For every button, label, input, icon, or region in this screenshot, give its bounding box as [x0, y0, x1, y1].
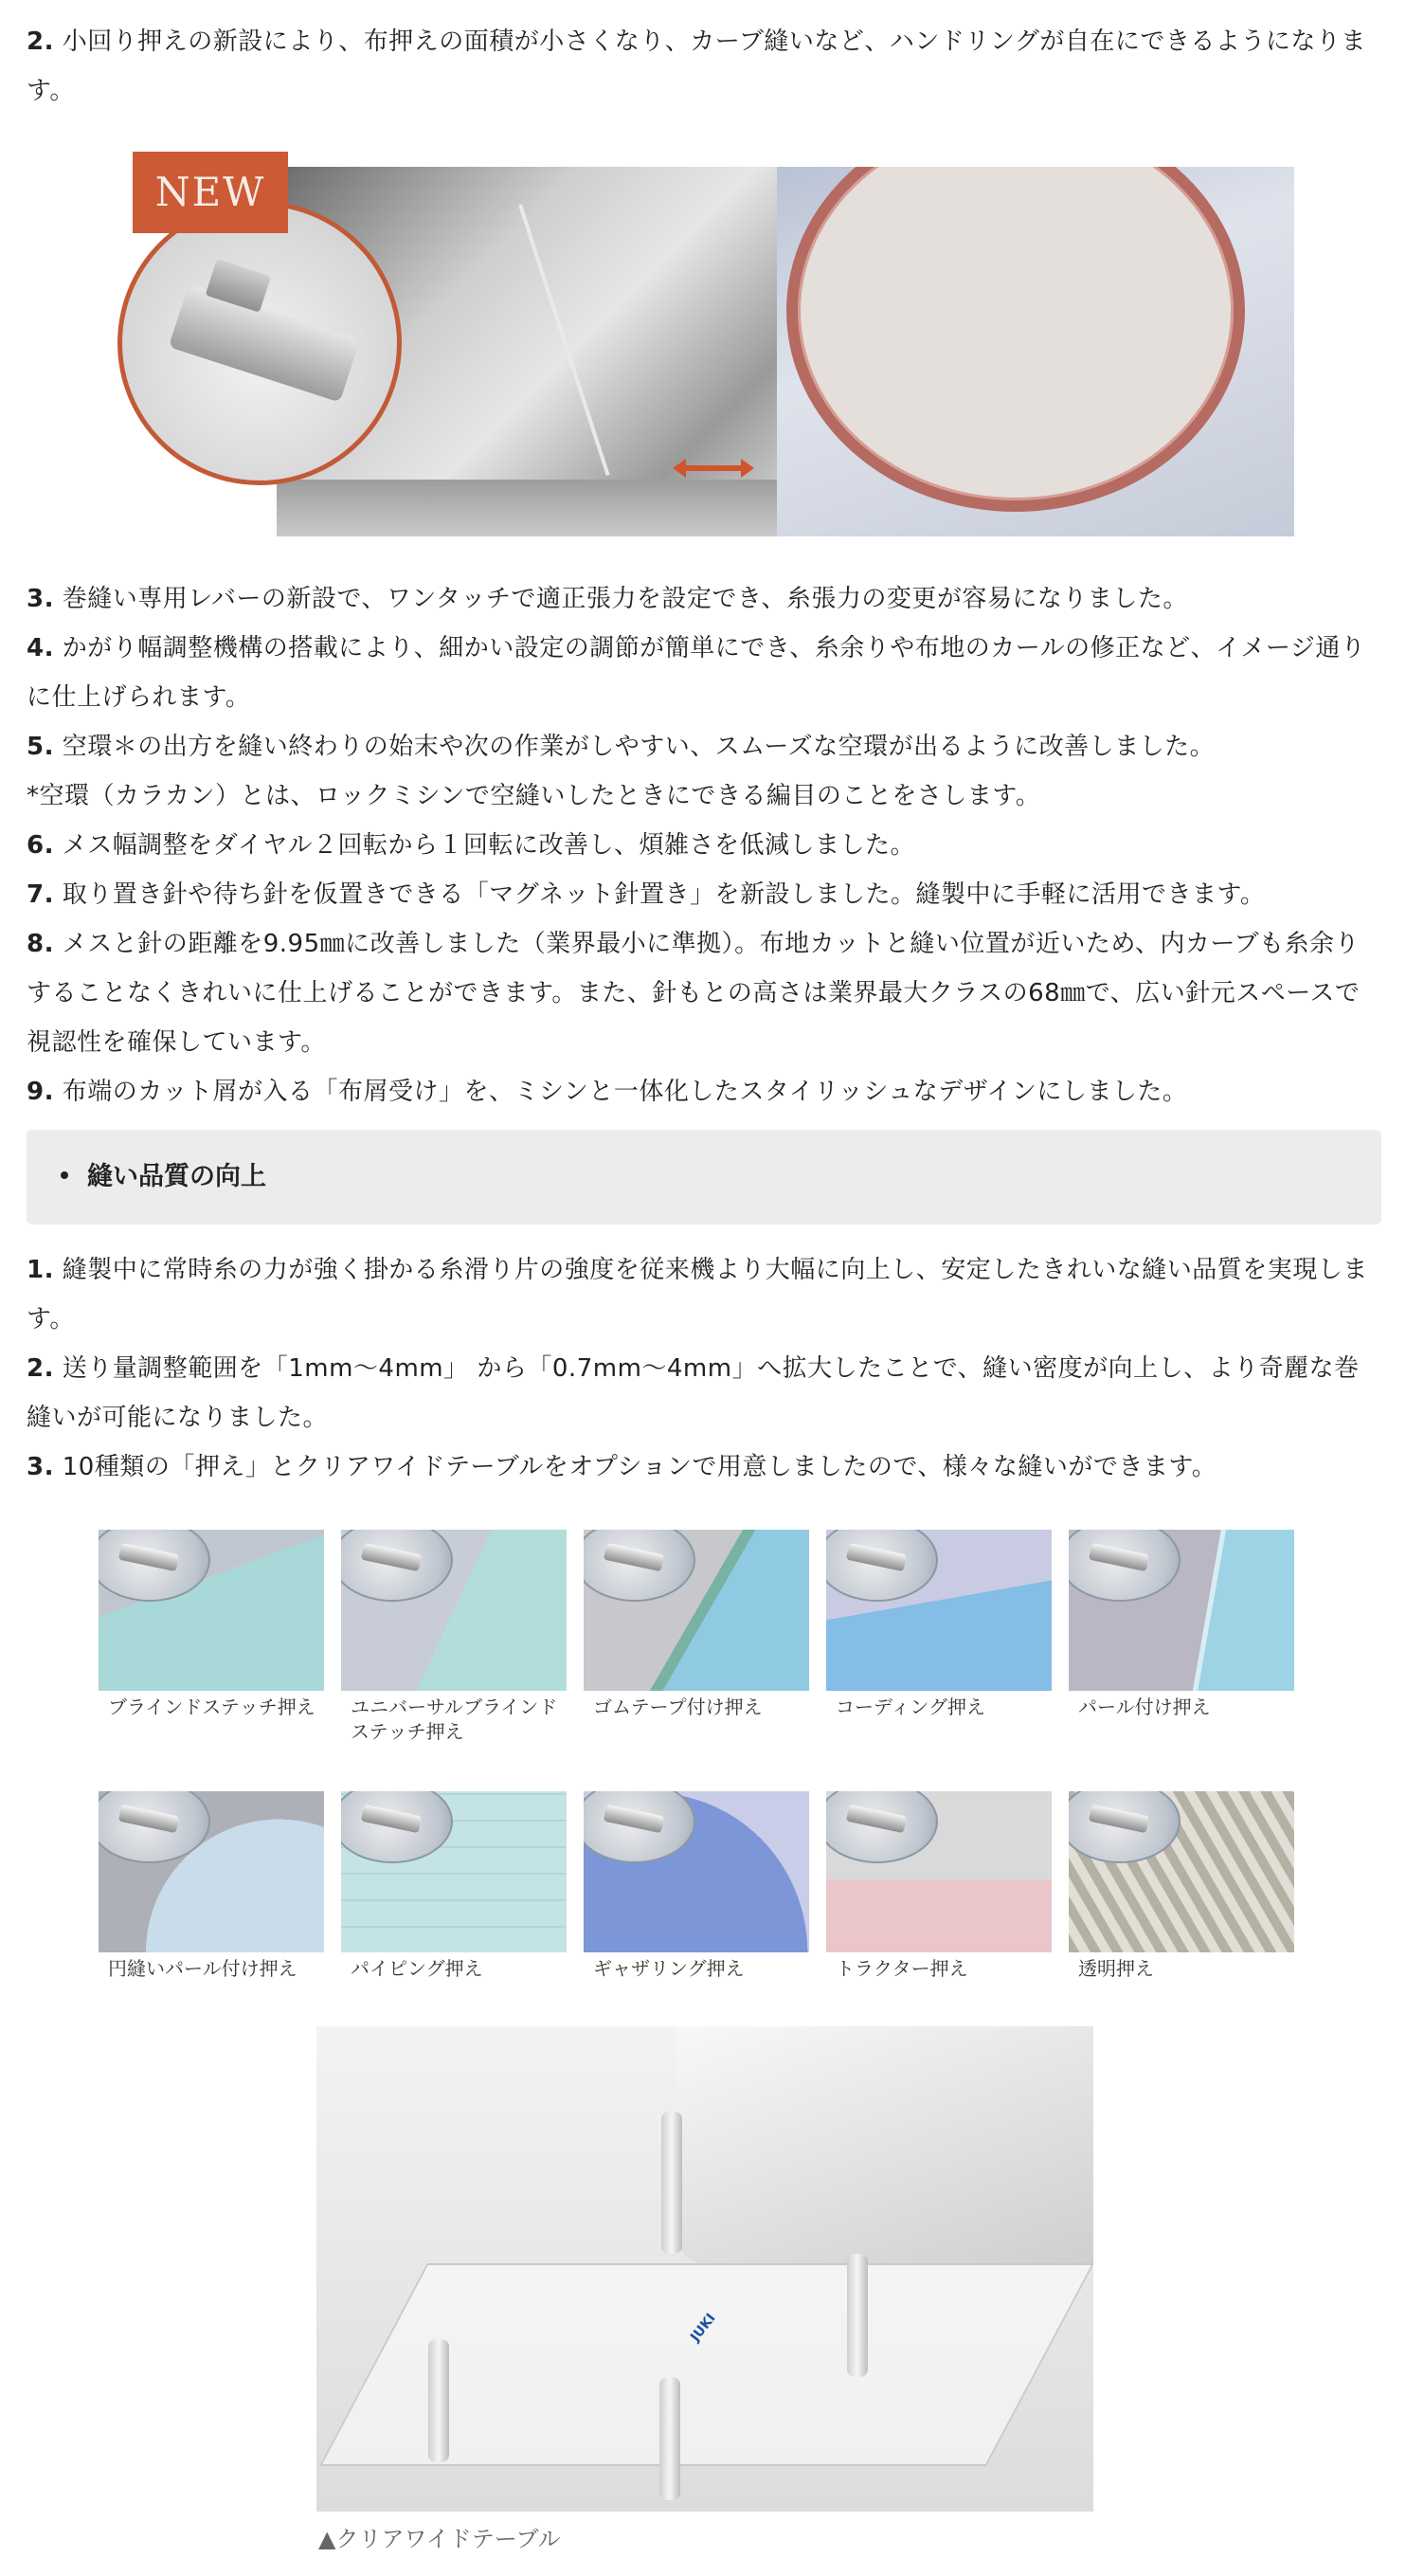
presser-foot-inset-image: [117, 201, 402, 485]
item-number: 5.: [27, 733, 54, 761]
item-text: メスと針の距離を9.95㎜に改善しました（業界最小に準拠）。布地カットと縫い位置が近いため、内カーブも糸余りすることなくきれいに仕上げることができます。また、針もとの高さは業界最大クラスの68㎜で、広い針元スペースで視認性を確保しています。: [27, 930, 1361, 1057]
bullet-icon: [61, 1171, 68, 1179]
juki-logo: JUKI: [687, 2311, 719, 2345]
foot-image: [341, 1791, 567, 1952]
table-caption: ▲クリアワイドテーブル: [318, 2526, 561, 2552]
item-number: 4.: [27, 634, 54, 662]
item-text: 10種類の「押え」とクリアワイドテーブルをオプションで用意しましたので、様々な縫いができます。: [62, 1453, 1217, 1481]
item-number: 3.: [27, 585, 54, 613]
double-arrow-icon: [684, 465, 743, 471]
foot-label: パール付け押え: [1078, 1696, 1211, 1718]
item-text: 小回り押えの新設により、布押えの面積が小さくなり、カーブ縫いなど、ハンドリングが自在にできるようになります。: [27, 27, 1366, 105]
item-number: 2.: [27, 1354, 54, 1383]
foot-image: [341, 1530, 567, 1691]
quality-item-1: [27, 1245, 1381, 1344]
quality-item-2: [27, 1344, 1381, 1442]
item-text: 布端のカット屑が入る「布屑受け」を、ミシンと一体化したスタイリッシュなデザインにしました。: [62, 1078, 1188, 1106]
foot-image: [99, 1530, 324, 1691]
feature-note: [27, 771, 1381, 821]
clear-wide-table-photo: [316, 2026, 1093, 2512]
new-badge: NEW: [133, 152, 288, 233]
needle-plate-shape: [277, 480, 777, 536]
foot-card: [826, 1530, 1052, 1738]
foot-label: コーディング押え: [836, 1696, 985, 1718]
foot-card: [826, 1791, 1052, 2000]
foot-image: [1069, 1791, 1294, 1952]
curve-seam-image: [777, 167, 1294, 536]
presser-foot-icon: [341, 1791, 453, 1863]
item-text: 空環＊の出方を縫い終わりの始末や次の作業がしやすい、スムーズな空環が出るように改善しました。: [62, 733, 1216, 761]
foot-image: [1069, 1530, 1294, 1691]
foot-card: [1069, 1791, 1294, 2000]
item-number: 8.: [27, 930, 54, 958]
foot-label: ギャザリング押え: [593, 1957, 745, 1980]
foot-image: [826, 1791, 1052, 1952]
foot-image: [99, 1791, 324, 1952]
item-text: かがり幅調整機構の搭載により、細かい設定の調節が簡単にでき、糸余りや布地のカールの修正など、イメージ通りに仕上げられます。: [27, 634, 1366, 712]
presser-foot-icon: [99, 1530, 210, 1602]
feature-item-3: [27, 574, 1381, 624]
foot-label: ゴムテープ付け押え: [593, 1696, 763, 1718]
item-number: 2.: [27, 27, 54, 56]
item-number: 7.: [27, 880, 54, 909]
foot-card: [584, 1791, 809, 2000]
table-leg: [661, 2112, 682, 2254]
foot-card: [584, 1530, 809, 1738]
feature-item-6: [27, 821, 1381, 870]
presser-foot-icon: [584, 1791, 695, 1863]
presser-foot-icon: [341, 1530, 453, 1602]
foot-label: ユニバーサルブラインド ステッチ押え: [351, 1696, 558, 1743]
item-number: 1.: [27, 1256, 54, 1284]
foot-label: 透明押え: [1078, 1957, 1154, 1980]
feature-item-4: [27, 624, 1381, 722]
section-title: 縫い品質の向上: [87, 1162, 266, 1191]
item-number: 9.: [27, 1078, 54, 1106]
item-text: 取り置き針や待ち針を仮置きできる「マグネット針置き」を新設しました。縫製中に手軽に活用できます。: [62, 880, 1266, 909]
foot-image: [826, 1530, 1052, 1691]
needle-shape: [518, 204, 610, 476]
item-number: 3.: [27, 1453, 54, 1481]
foot-image: [584, 1791, 809, 1952]
item-text: 送り量調整範囲を「1mm〜4mm」 から「0.7mm〜4mm」へ拡大したことで、縫い密度が向上し、より奇麗な巻縫いが可能になりました。: [27, 1354, 1360, 1432]
table-leg: [847, 2254, 868, 2377]
foot-card: [1069, 1530, 1294, 1738]
small-presser-foot-photo: [133, 152, 1300, 540]
item-text: 縫製中に常時糸の力が強く掛かる糸滑り片の強度を従来機より大幅に向上し、安定したきれいな縫い品質を実現します。: [27, 1256, 1368, 1333]
foot-card: [341, 1791, 567, 2000]
presser-foot-icon: [826, 1530, 938, 1602]
presser-foot-icon: [826, 1791, 938, 1863]
foot-image: [584, 1530, 809, 1691]
item-text: 巻縫い専用レバーの新設で、ワンタッチで適正張力を設定でき、糸張力の変更が容易になりました。: [62, 585, 1188, 613]
curved-stitch-shape: [786, 167, 1245, 512]
note-text: *空環（カラカン）とは、ロックミシンで空縫いしたときにできる編目のことをさします。: [27, 782, 1041, 810]
feature-item-8: [27, 919, 1381, 1067]
feature-item-7: [27, 870, 1381, 919]
presser-foot-icon: [1069, 1530, 1181, 1602]
foot-label: パイピング押え: [351, 1957, 483, 1980]
section-header-quality: [27, 1130, 1381, 1225]
foot-label: トラクター押え: [836, 1957, 968, 1980]
foot-card: [341, 1530, 567, 1743]
presser-foot-icon: [169, 283, 360, 402]
quality-item-3: [27, 1442, 1381, 1492]
presser-foot-icon: [99, 1791, 210, 1863]
item-text: メス幅調整をダイヤル２回転から１回転に改善し、煩雑さを低減しました。: [62, 831, 915, 860]
feature-item-5: [27, 722, 1381, 771]
table-leg: [659, 2377, 680, 2500]
table-leg: [428, 2339, 449, 2462]
feature-item-9: [27, 1067, 1381, 1116]
foot-label: 円縫いパール付け押え: [108, 1957, 297, 1980]
intro-paragraph: [27, 17, 1381, 116]
serger-machine-image: [676, 2026, 1093, 2263]
foot-card: [99, 1530, 324, 1738]
foot-card: [99, 1791, 324, 2000]
presser-foot-icon: [1069, 1791, 1181, 1863]
foot-label: ブラインドステッチ押え: [108, 1696, 315, 1718]
presser-foot-icon: [584, 1530, 695, 1602]
item-number: 6.: [27, 831, 54, 860]
